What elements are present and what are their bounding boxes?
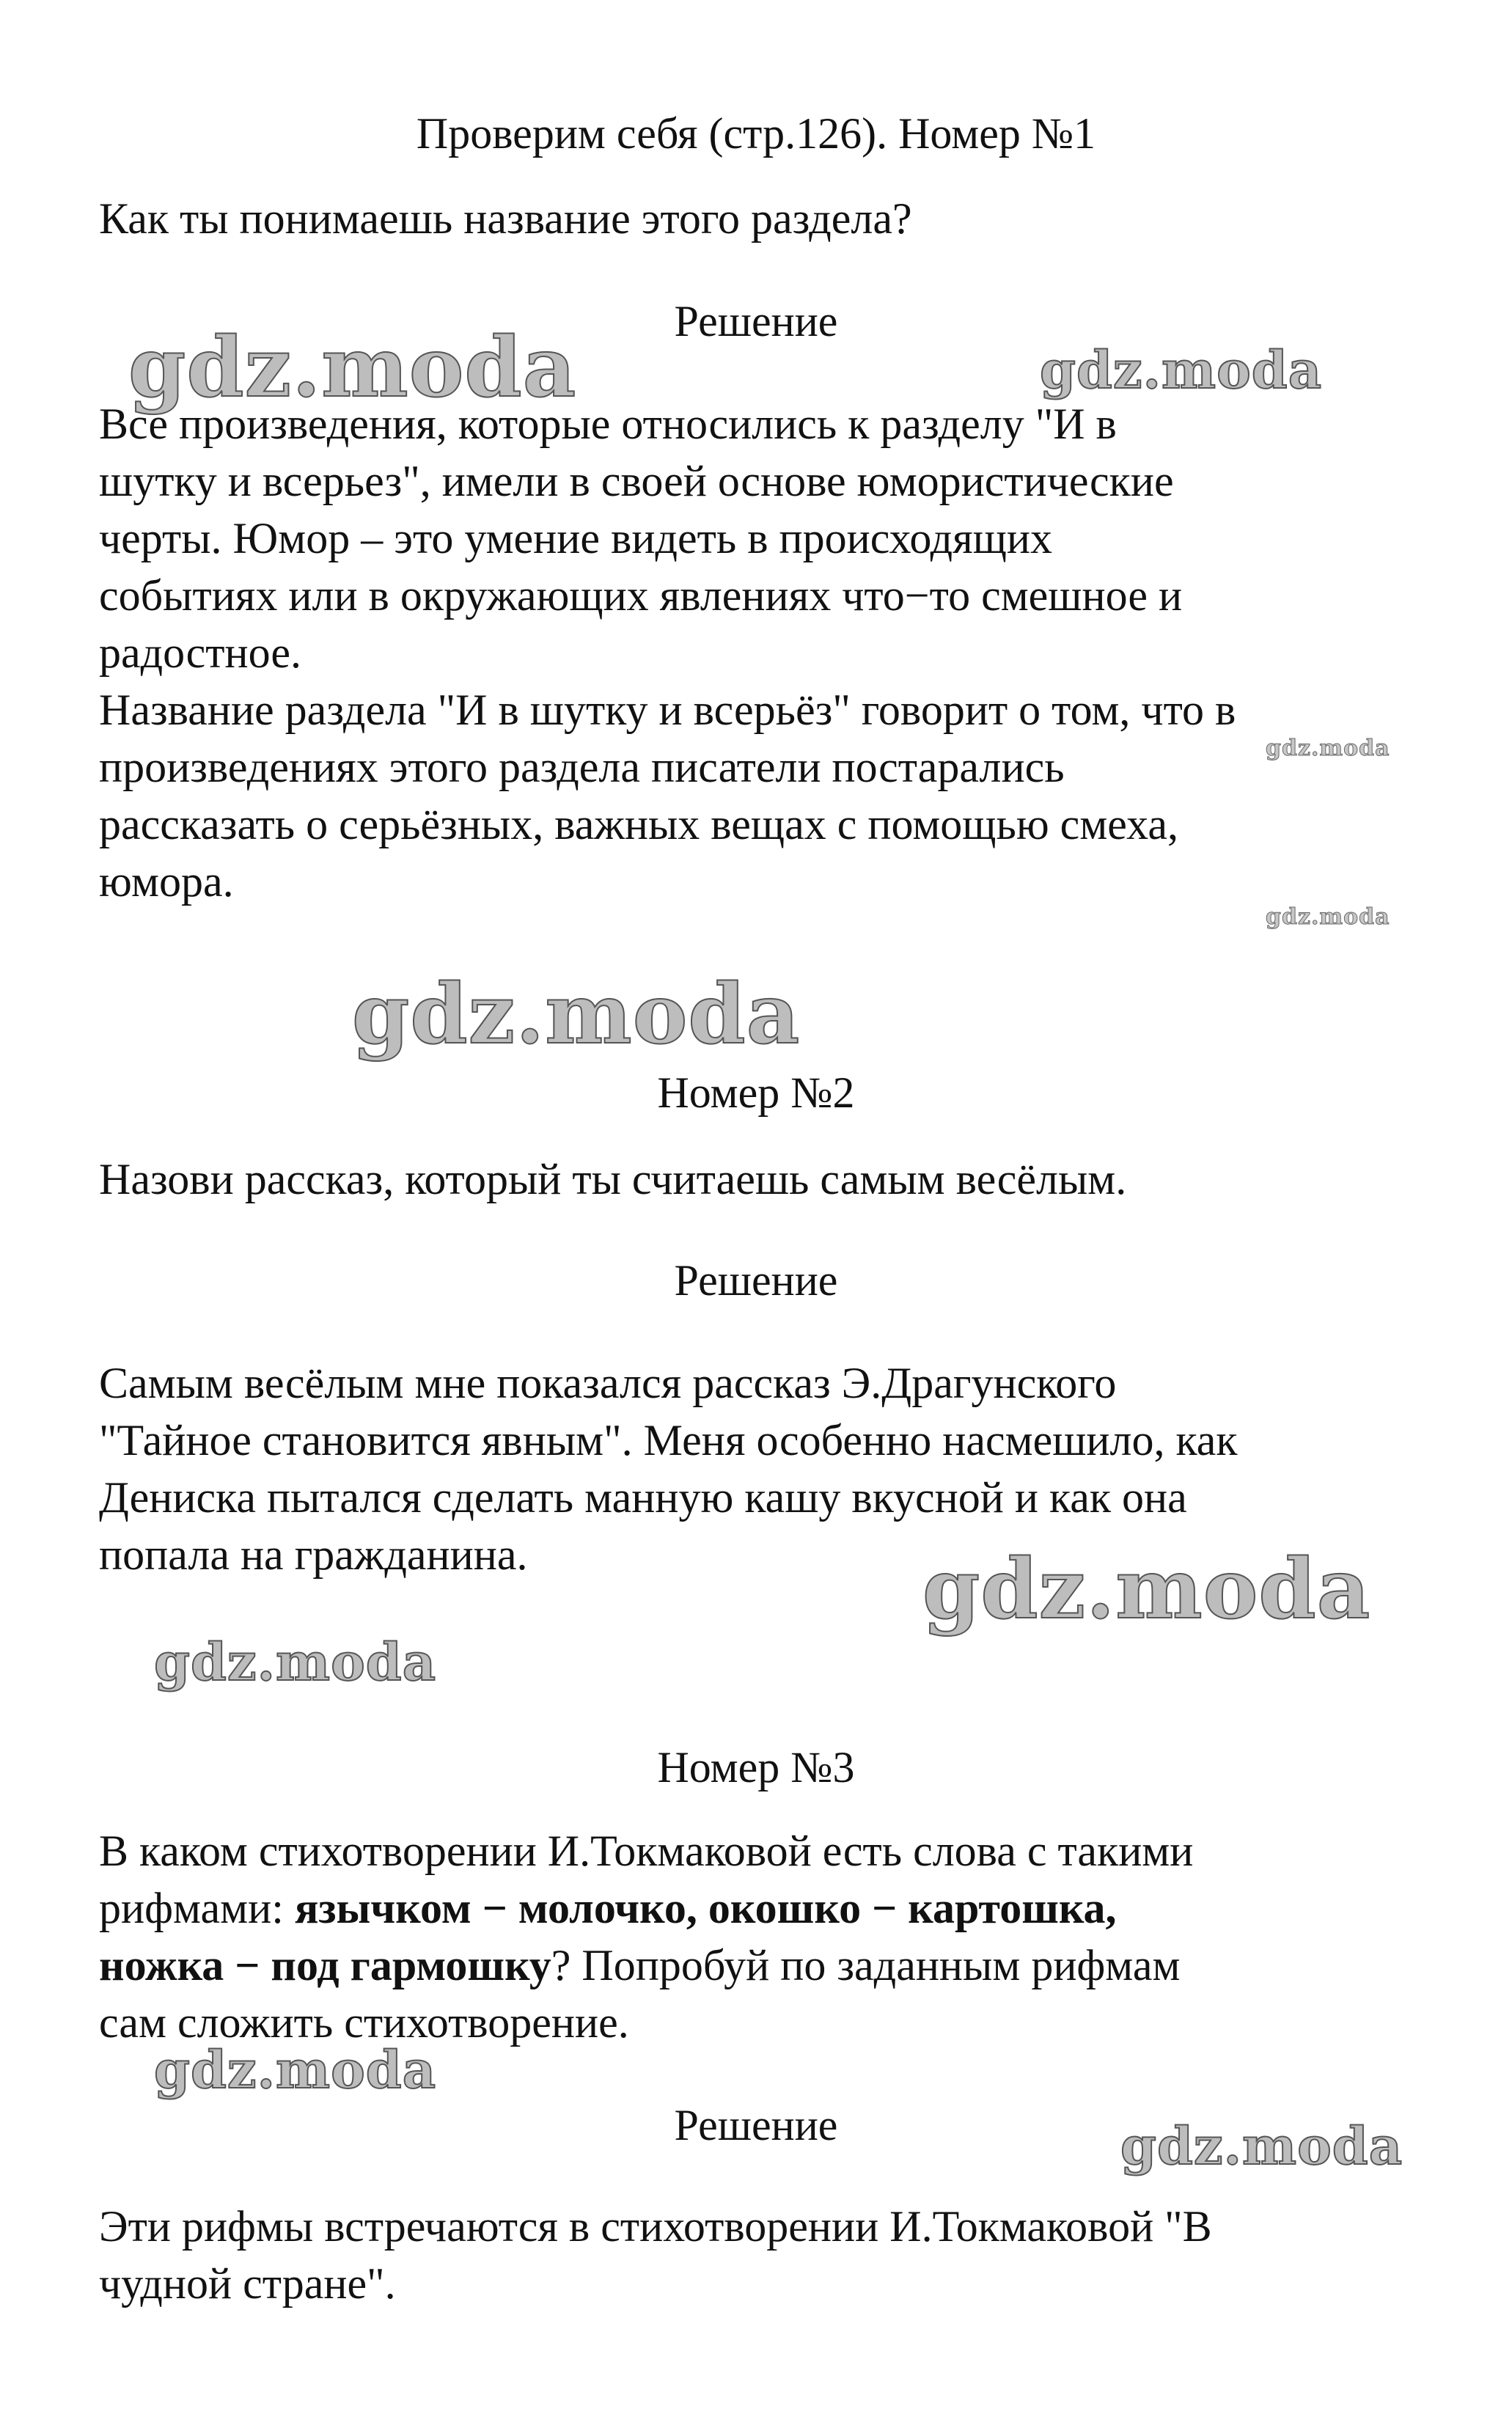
question-3-line — [99, 1943, 1180, 1987]
answer-1-line: событиях или в окружающих явлениях что−то смешное и — [99, 571, 1183, 620]
watermark: gdz.moda — [154, 2039, 437, 2100]
watermark: gdz.moda — [352, 967, 801, 1063]
watermark: gdz.moda — [1266, 904, 1390, 930]
watermark: gdz.moda — [922, 1541, 1371, 1637]
answer-3-line: чудной стране". — [99, 2259, 396, 2308]
question-3-line — [99, 1886, 1117, 1930]
answer-1-line: радостное. — [99, 628, 301, 677]
answer-2-line: попала на гражданина. — [99, 1530, 528, 1579]
watermark: gdz.moda — [1040, 340, 1323, 400]
answer-2-line: "Тайное становится явным". Меня особенно насмешило, как — [99, 1416, 1238, 1464]
question-3-line: сам сложить стихотворение. — [99, 1998, 629, 2047]
answer-1-line: Все произведения, которые относились к разделу "И в — [99, 400, 1117, 448]
question-3-heading: Номер №3 — [657, 1743, 855, 1791]
answer-2-line: Дениска пытался сделать манную кашу вкусной и как она — [99, 1473, 1187, 1522]
question-3-text: рифмами: — [99, 1884, 295, 1932]
watermark: gdz.moda — [1120, 2116, 1403, 2176]
answer-1-line: юмора. — [99, 857, 234, 906]
watermark: gdz.moda — [128, 320, 577, 416]
answer-1-line: Название раздела "И в шутку и всерьёз" говорит о том, что в — [99, 686, 1236, 734]
solution-2-label: Решение — [674, 1256, 838, 1305]
question-1-text: Как ты понимаешь название этого раздела? — [99, 194, 912, 243]
answer-1-line: произведениях этого раздела писатели постарались — [99, 743, 1065, 791]
watermark: gdz.moda — [1266, 736, 1390, 761]
page-title: Проверим себя (стр.126). Номер №1 — [416, 109, 1096, 158]
solution-3-label: Решение — [674, 2101, 838, 2149]
answer-2-line: Самым весёлым мне показался рассказ Э.Драгунского — [99, 1359, 1117, 1407]
question-2-heading: Номер №2 — [657, 1068, 855, 1117]
answer-3-line: Эти рифмы встречаются в стихотворении И.Токмаковой "В — [99, 2202, 1212, 2251]
question-3-text: ? Попробуй по заданным рифмам — [551, 1941, 1181, 1989]
watermark: gdz.moda — [154, 1632, 437, 1692]
answer-1-line: черты. Юмор – это умение видеть в происходящих — [99, 514, 1053, 562]
question-3-line: В каком стихотворении И.Токмаковой есть слова с такими — [99, 1827, 1194, 1875]
rhyme-words: язычком − молочко, окошко − картошка, — [294, 1884, 1117, 1932]
solution-1-label: Решение — [674, 297, 838, 345]
answer-1-line: шутку и всерьез", имели в своей основе юмористические — [99, 457, 1174, 505]
answer-1-line: рассказать о серьёзных, важных вещах с помощью смеха, — [99, 800, 1178, 848]
rhyme-words: ножка − под гармошку — [99, 1941, 551, 1989]
question-2-text: Назови рассказ, который ты считаешь самым весёлым. — [99, 1155, 1127, 1203]
